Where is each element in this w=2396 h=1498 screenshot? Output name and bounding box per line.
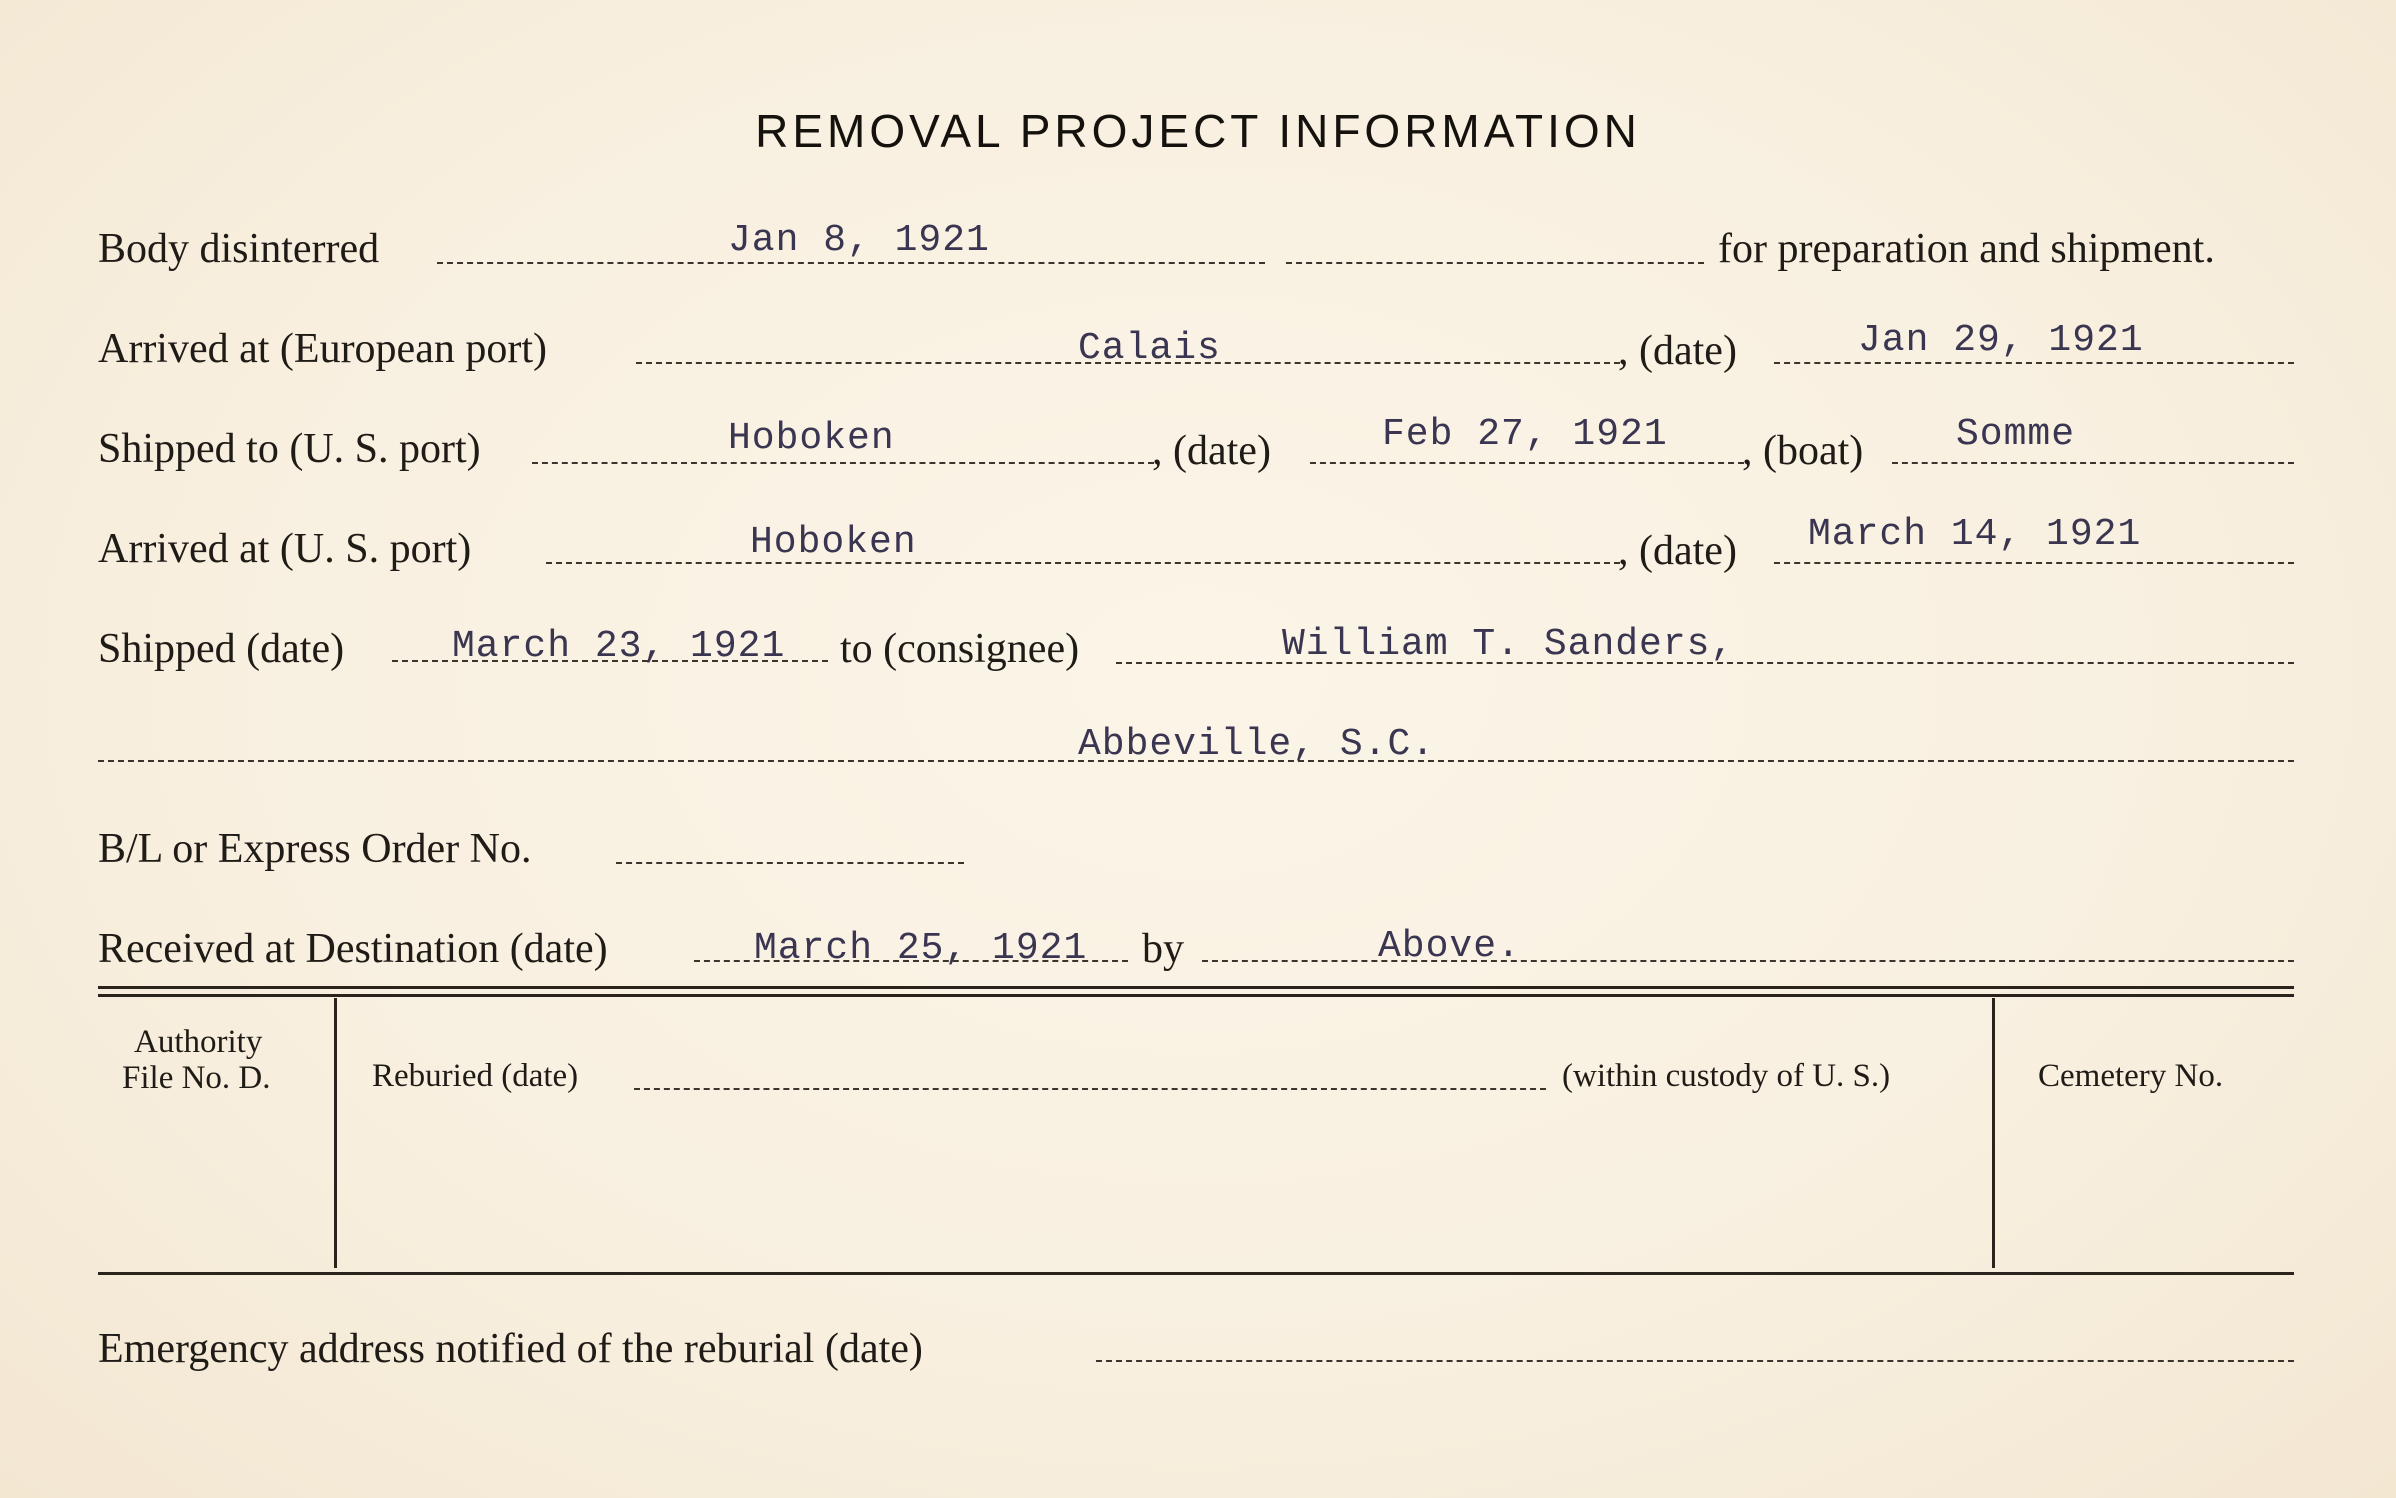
disinterred-line: [437, 262, 1265, 264]
shipped-us-value: Hoboken: [728, 417, 895, 460]
table-divider-left: [334, 998, 337, 1268]
emergency-line: [1096, 1360, 2294, 1362]
shipped-us-date: Feb 27, 1921: [1382, 413, 1668, 456]
consignee-label: to (consignee): [840, 626, 1080, 672]
disinterred-label: Body disinterred: [98, 226, 380, 272]
table-top-rule: [98, 986, 2294, 989]
shipped-us-boat: Somme: [1956, 413, 2076, 456]
received-by-line: [1202, 960, 2294, 962]
euro-port-date: Jan 29, 1921: [1858, 319, 2144, 362]
shipped-us-boat-label: , (boat): [1742, 428, 1864, 474]
arrived-us-date-label: , (date): [1618, 528, 1737, 574]
bl-label: B/L or Express Order No.: [98, 826, 532, 872]
shipped-us-label: Shipped to (U. S. port): [98, 426, 481, 472]
shipped-us-boat-line: [1892, 462, 2294, 464]
authority-label: Authority: [134, 1024, 263, 1060]
card-title: REMOVAL PROJECT INFORMATION: [755, 105, 1641, 157]
euro-port-value: Calais: [1078, 327, 1221, 370]
received-label: Received at Destination (date): [98, 926, 608, 972]
disinterred-suffix: for preparation and shipment.: [1718, 226, 2215, 272]
consignee-value: William T. Sanders,: [1282, 623, 1735, 666]
euro-port-date-line: [1774, 362, 2294, 364]
consignee-address: Abbeville, S.C.: [1078, 723, 1436, 766]
shipped-date: March 23, 1921: [452, 625, 786, 668]
shipped-us-line: [532, 462, 1154, 464]
emergency-label: Emergency address notified of the reburial (date): [98, 1326, 923, 1372]
arrived-us-date-line: [1774, 562, 2294, 564]
arrived-us-label: Arrived at (U. S. port): [98, 526, 472, 572]
shipped-us-date-label: , (date): [1152, 428, 1271, 474]
table-top-rule-2: [98, 994, 2294, 997]
euro-port-date-label: , (date): [1618, 328, 1737, 374]
reburied-label: Reburied (date): [372, 1058, 579, 1094]
disinterred-value: Jan 8, 1921: [728, 219, 990, 262]
arrived-us-date: March 14, 1921: [1808, 513, 2142, 556]
table-bottom-rule: [98, 1272, 2294, 1275]
arrived-us-value: Hoboken: [750, 521, 917, 564]
received-date: March 25, 1921: [754, 927, 1088, 970]
received-by-label: by: [1142, 926, 1184, 972]
table-divider-right: [1992, 998, 1995, 1268]
disinterred-line-2: [1286, 262, 1704, 264]
file-no-label: File No. D.: [122, 1060, 271, 1096]
shipped-us-date-line: [1310, 462, 1744, 464]
arrived-us-line: [546, 562, 1620, 564]
cemetery-label: Cemetery No.: [2038, 1058, 2224, 1094]
shipped-label: Shipped (date): [98, 626, 345, 672]
euro-port-label: Arrived at (European port): [98, 326, 547, 372]
custody-label: (within custody of U. S.): [1562, 1058, 1891, 1094]
bl-line: [616, 862, 964, 864]
reburied-line: [634, 1088, 1546, 1090]
received-by: Above.: [1378, 925, 1521, 968]
